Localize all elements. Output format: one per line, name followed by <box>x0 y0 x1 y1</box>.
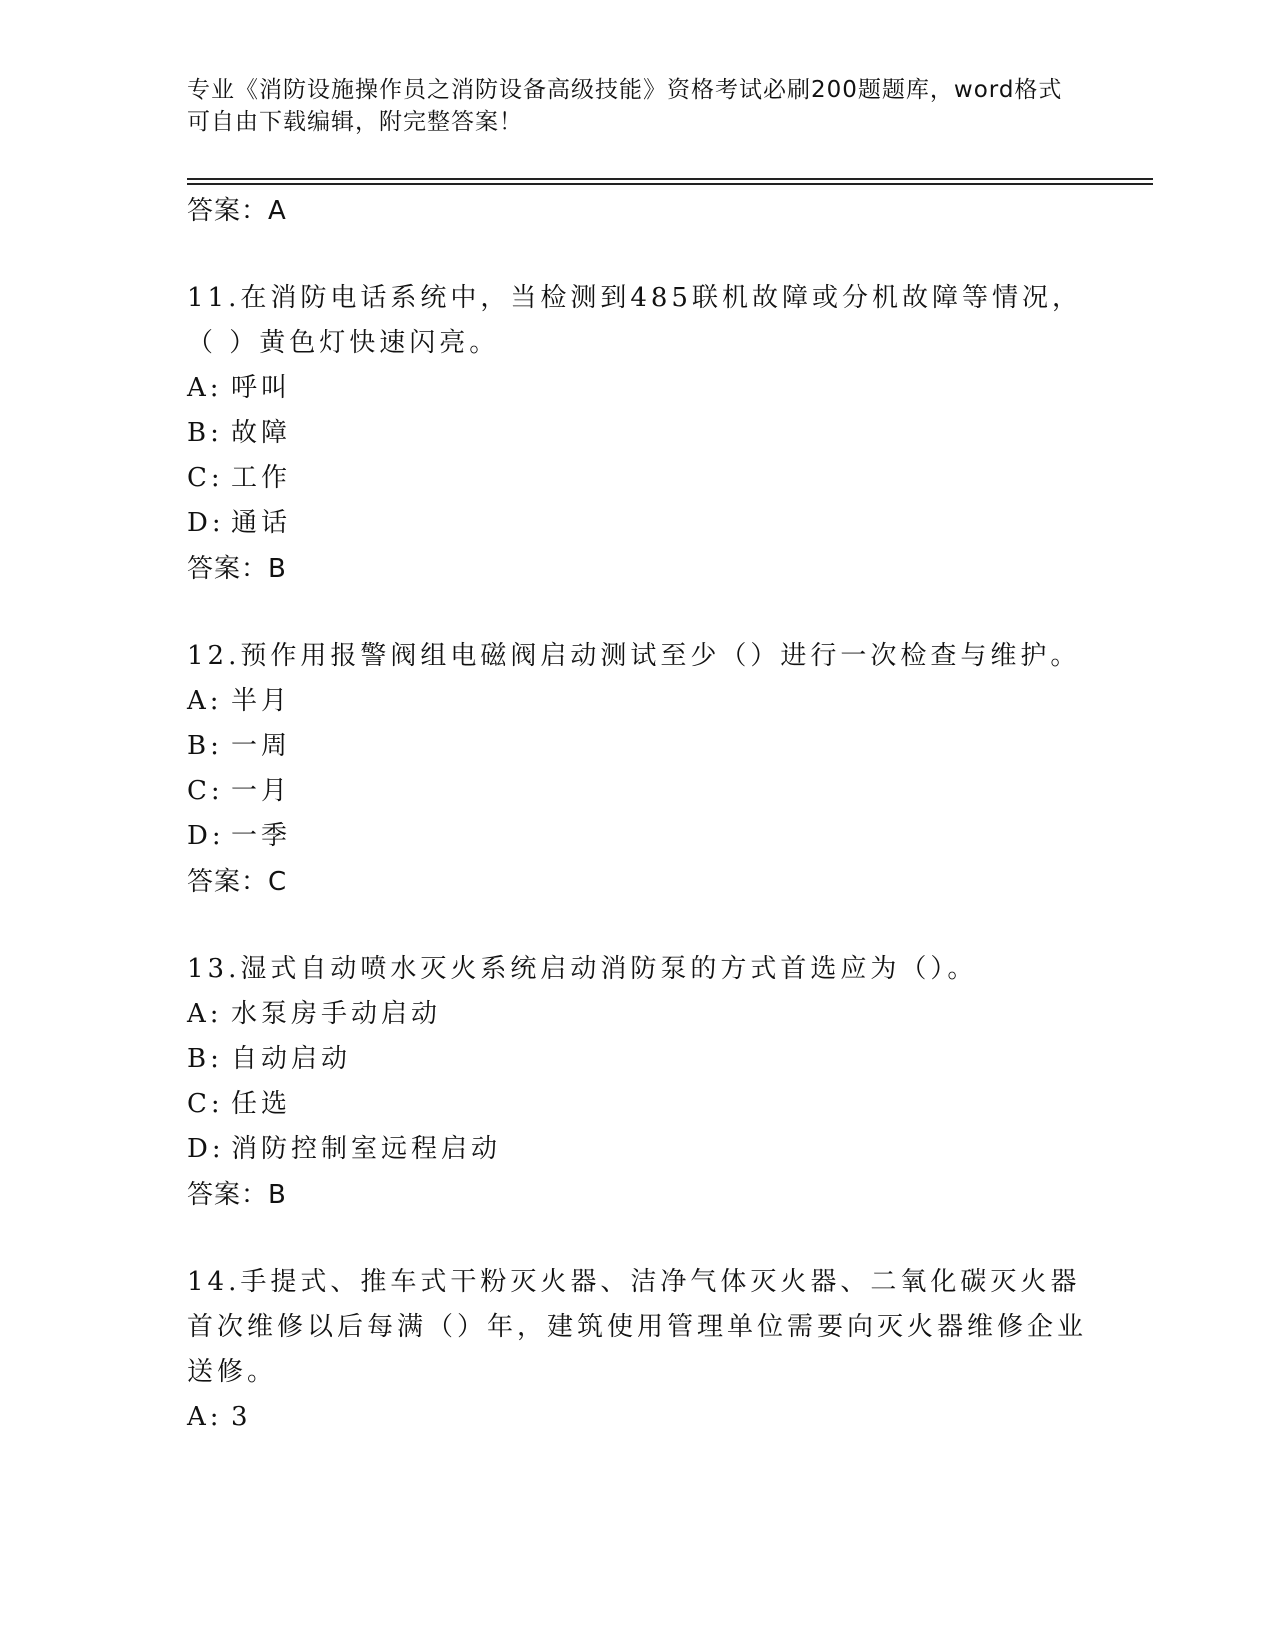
option-text: 一月 <box>231 776 292 806</box>
option-text: 任选 <box>231 1089 292 1119</box>
option-letter: C: <box>187 1089 224 1119</box>
question-stem: 13.湿式自动喷水灭火系统启动消防泵的方式首选应为（）。 <box>187 954 978 984</box>
header-divider-top <box>187 178 1153 180</box>
question-list <box>187 188 1087 1440</box>
option-letter: C: <box>187 776 224 806</box>
option-letter: B: <box>187 731 223 761</box>
option-letter: D: <box>187 821 225 851</box>
option-letter: D: <box>187 508 225 538</box>
answer-line: 答案：B <box>187 554 287 584</box>
option-text: 自动启动 <box>231 1044 352 1074</box>
answer-line: 答案：B <box>187 1180 287 1210</box>
option-text: 通话 <box>231 508 292 538</box>
option-letter: B: <box>187 418 223 448</box>
option-b <box>187 411 1087 456</box>
option-a <box>187 992 1087 1037</box>
question-item <box>187 947 1087 1218</box>
option-d <box>187 501 1087 546</box>
option-b <box>187 724 1087 769</box>
question-stem: 14.手提式、推车式干粉灭火器、洁净气体灭火器、二氧化碳灭火器首次维修以后每满（）年，建筑使用管理单位需要向灭火器维修企业送修。 <box>187 1267 1088 1387</box>
option-a <box>187 1395 1087 1440</box>
question-item <box>187 1260 1087 1440</box>
option-text: 呼叫 <box>231 373 292 403</box>
option-d <box>187 1127 1087 1172</box>
option-letter: A: <box>187 373 223 403</box>
option-text: 一周 <box>231 731 292 761</box>
answer-line: 答案：C <box>187 867 288 897</box>
document-intro-text: 专业《消防设施操作员之消防设备高级技能》资格考试必刷200题题库，word格式可自由下载编辑，附完整答案！ <box>187 77 1063 135</box>
option-c <box>187 456 1087 501</box>
option-text: 工作 <box>231 463 292 493</box>
question-stem: 12.预作用报警阀组电磁阀启动测试至少（）进行一次检查与维护。 <box>187 641 1081 671</box>
option-text: 故障 <box>231 418 292 448</box>
option-text: 半月 <box>231 686 292 716</box>
option-letter: A: <box>187 999 223 1029</box>
option-a <box>187 679 1087 724</box>
option-text: 消防控制室远程启动 <box>231 1134 502 1164</box>
option-letter: A: <box>187 1402 223 1432</box>
answer-line: 答案：A <box>187 196 287 226</box>
question-item <box>187 276 1087 592</box>
header-divider-bottom <box>187 183 1153 185</box>
document-header <box>187 74 1067 138</box>
option-b <box>187 1037 1087 1082</box>
option-text: 3 <box>231 1402 252 1432</box>
option-letter: D: <box>187 1134 225 1164</box>
question-stem: 11.在消防电话系统中，当检测到485联机故障或分机故障等情况，（ ）黄色灯快速闪亮。 <box>187 283 1082 358</box>
option-text: 水泵房手动启动 <box>231 999 442 1029</box>
option-letter: C: <box>187 463 224 493</box>
question-item <box>187 634 1087 905</box>
option-c <box>187 769 1087 814</box>
option-letter: A: <box>187 686 223 716</box>
option-c <box>187 1082 1087 1127</box>
option-a <box>187 366 1087 411</box>
option-d <box>187 814 1087 859</box>
option-letter: B: <box>187 1044 223 1074</box>
option-text: 一季 <box>231 821 292 851</box>
